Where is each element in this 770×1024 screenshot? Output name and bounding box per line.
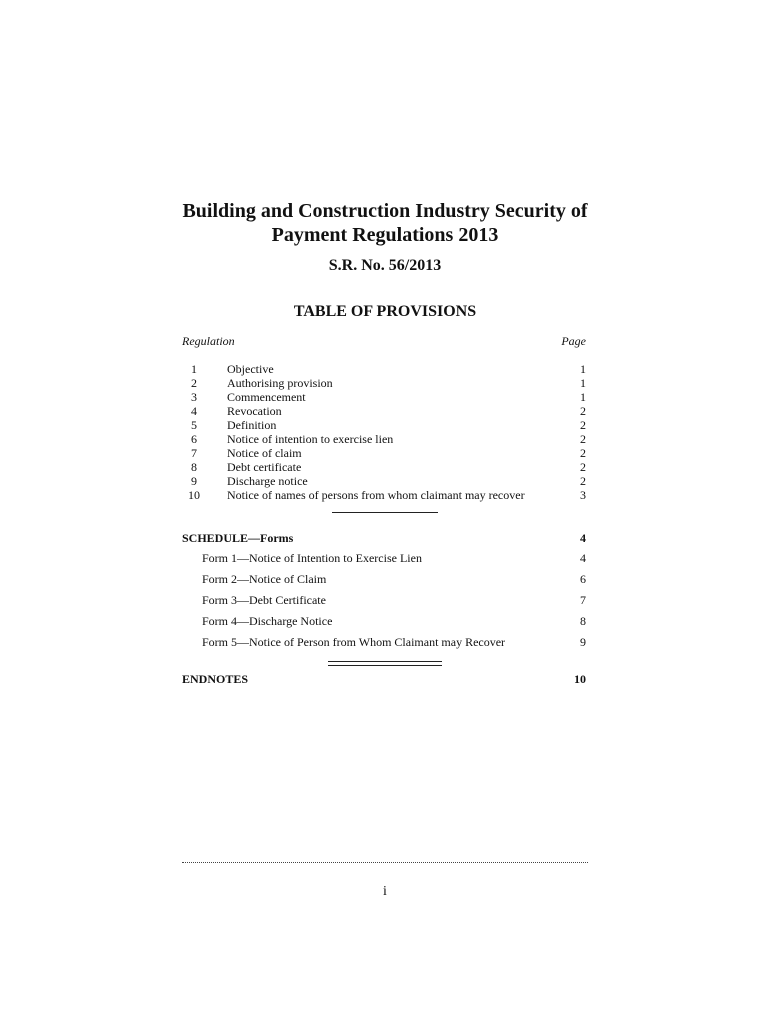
toc-row[interactable]	[182, 432, 586, 446]
footer-rule	[182, 862, 588, 863]
toc-row[interactable]	[182, 404, 586, 418]
form-title: Form 5—Notice of Person from Whom Claimant may Recover	[202, 635, 506, 649]
regulation-page: 3	[580, 488, 586, 502]
toc-row[interactable]	[182, 418, 586, 432]
toc-row[interactable]	[182, 572, 586, 593]
toc-row[interactable]	[182, 635, 586, 656]
form-page: 6	[580, 572, 586, 586]
regulation-number: 10	[188, 488, 200, 502]
double-divider	[328, 661, 442, 666]
regulation-title: Revocation	[227, 404, 282, 418]
regulation-title: Notice of names of persons from whom claimant may recover	[227, 488, 525, 502]
schedule-heading[interactable]	[182, 531, 586, 545]
form-page: 8	[580, 614, 586, 628]
schedule-heading-page: 4	[580, 531, 586, 545]
form-page: 4	[580, 551, 586, 565]
regulation-page: 2	[580, 460, 586, 474]
regulation-number: 5	[191, 418, 197, 432]
regulation-number: 2	[191, 376, 197, 390]
column-header-page: Page	[561, 334, 586, 348]
endnotes-heading[interactable]	[182, 672, 586, 686]
section-divider	[332, 512, 438, 513]
form-title: Form 3—Debt Certificate	[202, 593, 326, 607]
regulations-list	[182, 362, 586, 502]
regulation-number: 7	[191, 446, 197, 460]
regulation-number: 1	[191, 362, 197, 376]
regulation-number: 9	[191, 474, 197, 488]
column-header-regulation: Regulation	[182, 334, 235, 348]
toc-row[interactable]	[182, 376, 586, 390]
title-line-1: Building and Construction Industry Security of	[182, 200, 588, 222]
form-title: Form 2—Notice of Claim	[202, 572, 327, 586]
schedule-forms-list	[182, 551, 586, 656]
page-number: i	[383, 884, 387, 899]
regulation-number: 3	[191, 390, 197, 404]
form-page: 7	[580, 593, 586, 607]
regulation-number: 4	[191, 404, 197, 418]
regulation-title: Notice of claim	[227, 446, 302, 460]
statutory-rule-number: S.R. No. 56/2013	[328, 257, 442, 274]
regulation-title: Discharge notice	[227, 474, 308, 488]
regulation-title: Objective	[227, 362, 274, 376]
regulation-page: 2	[580, 474, 586, 488]
regulation-page: 2	[580, 446, 586, 460]
document-title	[150, 199, 620, 247]
regulation-page: 2	[580, 432, 586, 446]
toc-row[interactable]	[182, 446, 586, 460]
endnotes-page: 10	[574, 672, 586, 686]
form-title: Form 1—Notice of Intention to Exercise Lien	[202, 551, 422, 565]
form-page: 9	[580, 635, 586, 649]
toc-row[interactable]	[182, 593, 586, 614]
regulation-number: 6	[191, 432, 197, 446]
schedule-heading-label: SCHEDULE—Forms	[182, 531, 294, 545]
regulation-title: Notice of intention to exercise lien	[227, 432, 394, 446]
regulation-page: 2	[580, 404, 586, 418]
regulation-page: 1	[580, 376, 586, 390]
endnotes-label: ENDNOTES	[182, 672, 249, 686]
toc-heading: TABLE OF PROVISIONS	[293, 303, 477, 320]
toc-row[interactable]	[182, 551, 586, 572]
regulation-page: 2	[580, 418, 586, 432]
regulation-page: 1	[580, 390, 586, 404]
regulation-title: Commencement	[227, 390, 306, 404]
title-line-2: Payment Regulations 2013	[271, 224, 499, 246]
form-title: Form 4—Discharge Notice	[202, 614, 333, 628]
toc-row[interactable]	[182, 390, 586, 404]
toc-row[interactable]	[182, 474, 586, 488]
toc-row[interactable]	[182, 614, 586, 635]
regulation-page: 1	[580, 362, 586, 376]
toc-row[interactable]	[182, 362, 586, 376]
toc-row[interactable]	[182, 488, 586, 502]
regulation-number: 8	[191, 460, 197, 474]
toc-row[interactable]	[182, 460, 586, 474]
regulation-title: Debt certificate	[227, 460, 302, 474]
regulation-title: Authorising provision	[227, 376, 333, 390]
regulation-title: Definition	[227, 418, 277, 432]
